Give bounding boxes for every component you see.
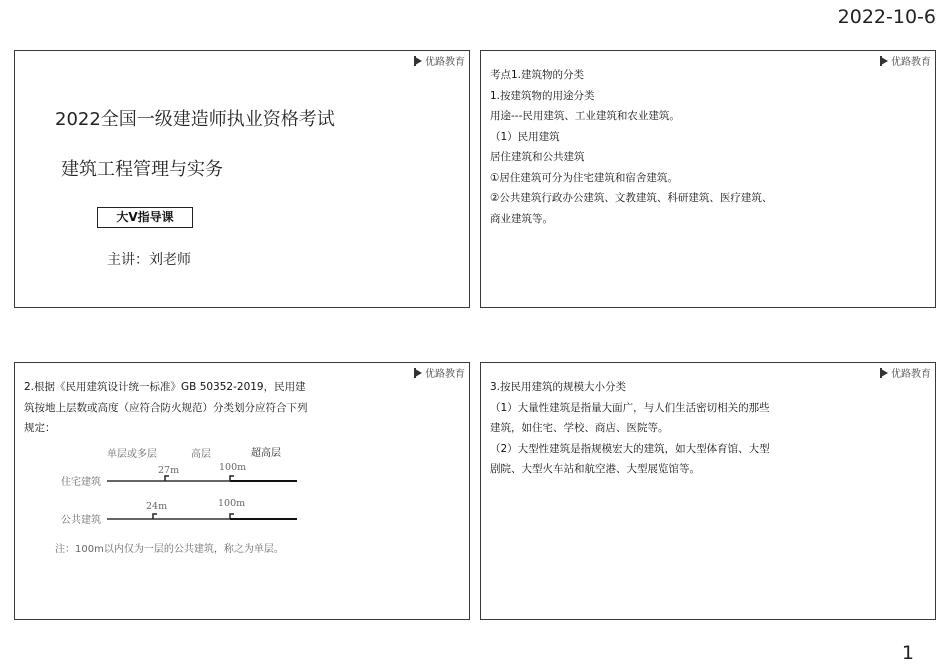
logo-icon bbox=[880, 368, 889, 378]
logo-icon bbox=[414, 56, 423, 66]
course-title: 建筑工程管理与实务 bbox=[61, 159, 223, 180]
row-residential-label: 住宅建筑 bbox=[61, 477, 101, 488]
document-date: 2022-10-6 bbox=[837, 6, 936, 28]
text-line: 2.根据《民用建筑设计统一标准》GB 50352-2019，民用建 bbox=[24, 381, 306, 393]
text-line: 3.按民用建筑的规模大小分类 bbox=[490, 381, 627, 393]
slide-4-scale-classification bbox=[480, 362, 936, 620]
text-line: （1）民用建筑 bbox=[490, 130, 560, 143]
slide-4-body bbox=[490, 377, 927, 480]
category-high-rise: 高层 bbox=[191, 449, 211, 460]
public-100m-label: 100m bbox=[218, 498, 246, 509]
row-public-label: 公共建筑 bbox=[61, 515, 101, 526]
brand-logo bbox=[414, 53, 465, 68]
residential-100m-label: 100m bbox=[219, 462, 247, 473]
logo-text: 优路教育 bbox=[891, 57, 931, 68]
slide-2-classification bbox=[480, 50, 936, 308]
public-24m-label: 24m bbox=[146, 501, 168, 512]
text-line: 居住建筑和公共建筑 bbox=[490, 151, 585, 163]
slide-3-height-classification bbox=[14, 362, 470, 620]
slide-2-body bbox=[490, 65, 927, 229]
residential-27m-label: 27m bbox=[158, 465, 180, 476]
text-line: 用途---民用建筑、工业建筑和农业建筑。 bbox=[490, 110, 680, 122]
diagram-note: 注：100m以内仅为一层的公共建筑，称之为单层。 bbox=[55, 544, 284, 555]
logo-text: 优路教育 bbox=[425, 369, 465, 380]
text-line: （2）大型性建筑是指规模宏大的建筑，如大型体育馆、大型 bbox=[490, 442, 770, 455]
text-line: ②公共建筑行政办公建筑、文教建筑、科研建筑、医疗建筑、 bbox=[490, 192, 773, 204]
exam-title: 2022全国一级建造师执业资格考试 bbox=[55, 109, 335, 130]
text-line: 规定： bbox=[24, 422, 56, 434]
page-number: 1 bbox=[901, 642, 914, 664]
text-line: 商业建筑等。 bbox=[490, 212, 553, 225]
text-line: 剧院、大型火车站和航空港、大型展览馆等。 bbox=[490, 463, 700, 475]
course-badge: 大V指导课 bbox=[97, 207, 193, 228]
text-line: （1）大量性建筑是指量大面广，与人们生活密切相关的那些 bbox=[490, 401, 770, 414]
lecturer: 主讲：刘老师 bbox=[107, 252, 191, 268]
category-low-rise: 单层或多层 bbox=[107, 449, 157, 460]
text-line: 筑按地上层数或高度（应符合防火规范）分类划分应符合下列 bbox=[24, 401, 308, 414]
logo-icon bbox=[880, 56, 889, 66]
text-line: 考点1.建筑物的分类 bbox=[490, 69, 585, 81]
category-super-high-rise: 超高层 bbox=[251, 448, 281, 459]
logo-text: 优路教育 bbox=[425, 57, 465, 68]
height-classification-diagram bbox=[15, 363, 469, 619]
slide-1-title bbox=[14, 50, 470, 308]
text-line: ①居住建筑可分为住宅建筑和宿舍建筑。 bbox=[490, 171, 678, 184]
text-line: 1.按建筑物的用途分类 bbox=[490, 89, 595, 102]
text-line: 建筑，如住宅、学校、商店、医院等。 bbox=[490, 422, 669, 434]
logo-text: 优路教育 bbox=[891, 369, 931, 380]
